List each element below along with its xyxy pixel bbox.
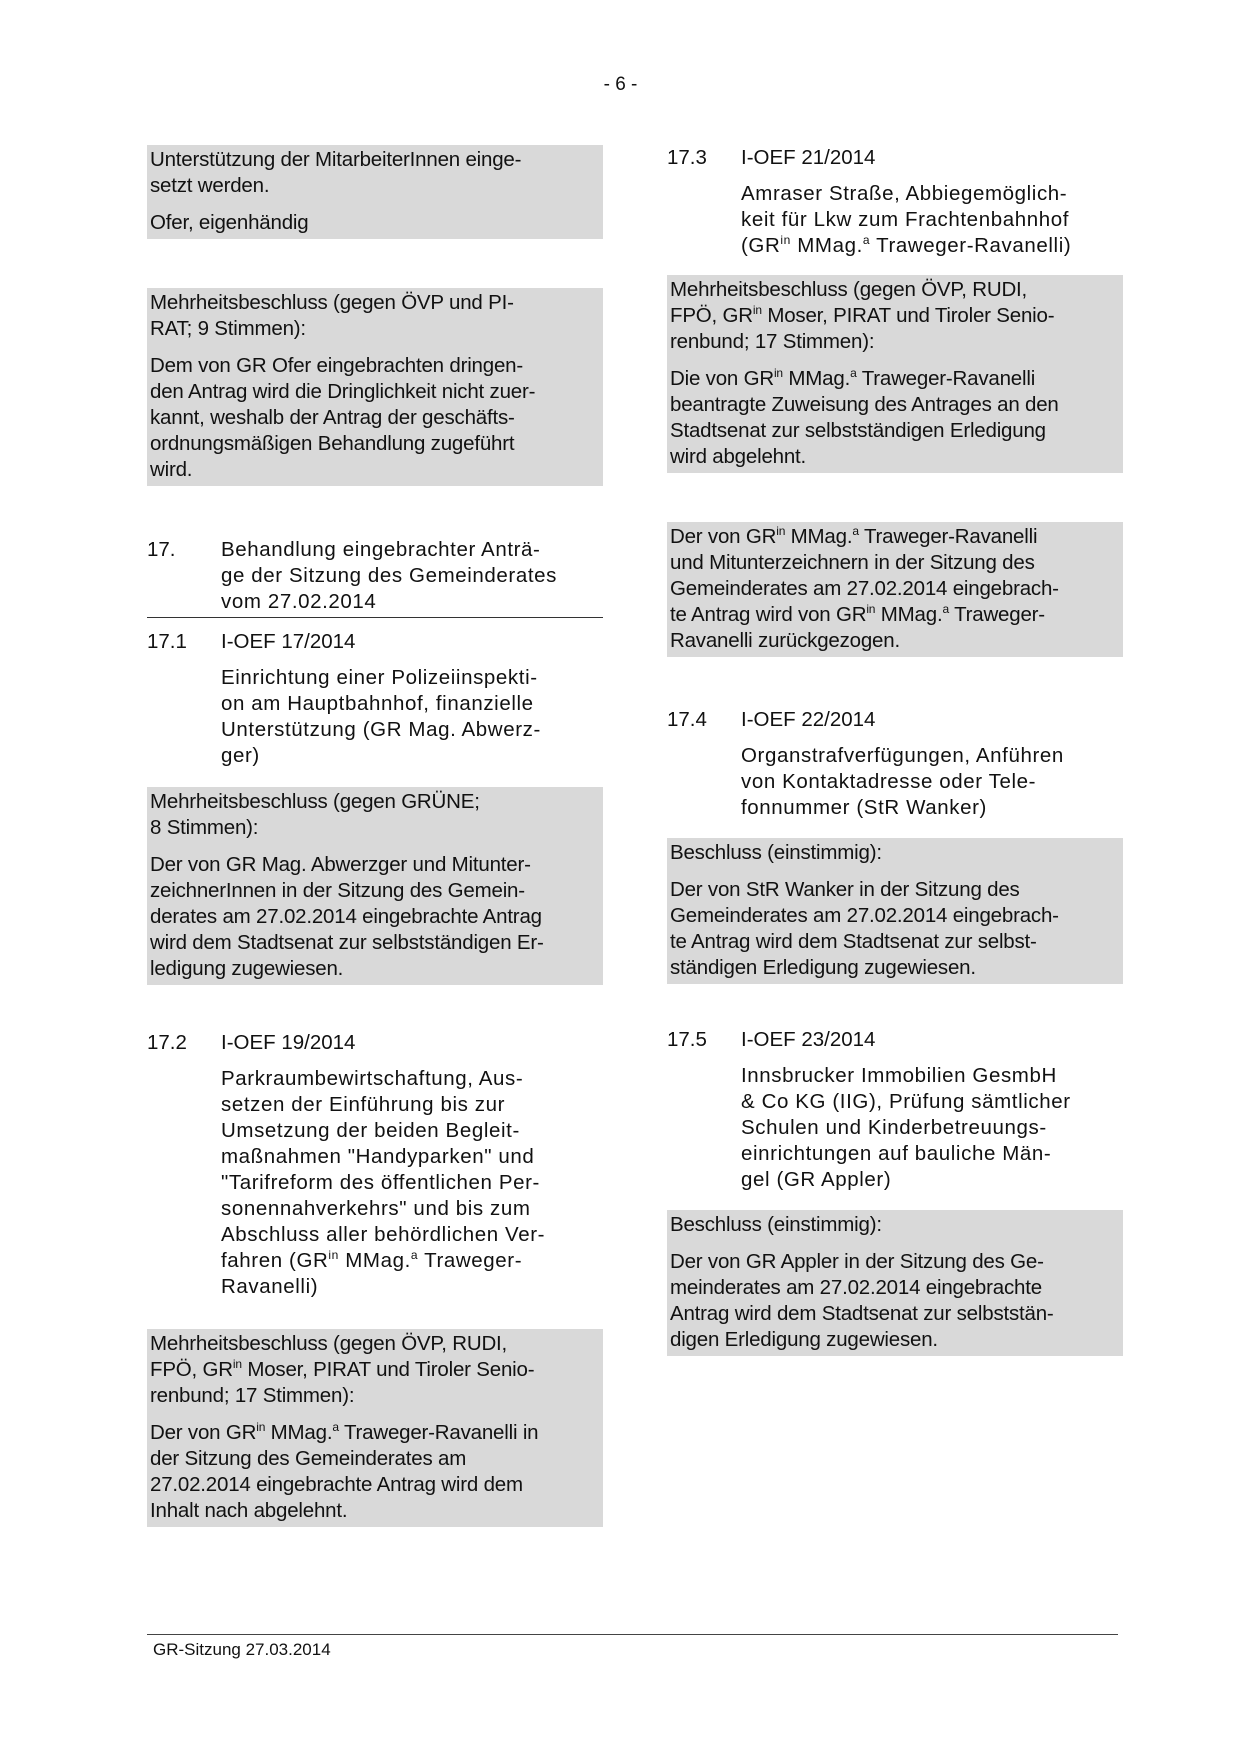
item-number: 17.2 bbox=[147, 1031, 187, 1054]
decision-text: Der von $GR^{in}$ MMag.$^a$ Traweger-Ravanelli in der Sitzung des Gemeinderates am 27.02.2014 eingebrachte Antrag wird dem Inhalt nach abgelehnt. bbox=[150, 1420, 539, 1522]
decision-text: Der von GR Mag. Abwerzger und Mitunter- zeichnerInnen in der Sitzung des Gemein- derates am 27.02.2014 eingebrachte Antrag wird dem Stadtsenat zur selbstständigen Er- ledigung zugewiesen. bbox=[150, 853, 544, 980]
vote-result: Mehrheitsbeschluss (gegen ÖVP und PI- RAT; 9 Stimmen): bbox=[150, 291, 514, 340]
item-17-5-heading bbox=[667, 1027, 1123, 1193]
item-17-2-heading bbox=[147, 1030, 603, 1300]
decision-text: Der von StR Wanker in der Sitzung des Gemeinderates am 27.02.2014 eingebrach- te Antrag wird dem Stadtsenat zur selbst- ständigen Erledigung zugewiesen. bbox=[670, 878, 1059, 979]
item-subject: Amraser Straße, Abbiegemöglich- keit für Lkw zum Frachtenbahnhof ($GR^{in}$ MMag.$^a$ Traweger-Ravanelli) bbox=[741, 182, 1072, 257]
decision-text: Die von $GR^{in}$ MMag.$^a$ Traweger-Ravanelli beantragte Zuweisung des Antrages an den Stadtsenat zur selbstständigen Erledigung wird abgelehnt. bbox=[670, 366, 1059, 468]
page-number: - 6 - bbox=[603, 74, 638, 95]
item-code: I-OEF 23/2014 bbox=[741, 1028, 876, 1051]
vote-result: Beschluss (einstimmig): bbox=[670, 841, 882, 864]
decision-text: Dem von GR Ofer eingebrachten dringen- den Antrag wird die Dringlichkeit nicht zuer- kannt, weshalb der Antrag der geschäfts- ordnungsmäßigen Behandlung zugeführt wird. bbox=[150, 354, 536, 481]
withdrawal-text: Der von $GR^{in}$ MMag.$^a$ Traweger-Ravanelli und Mitunterzeichnern in der Sitzung des Gemeinderates am 27.02.2014 eingebrach- te Antrag wird von $GR^{in}$ MMag.$^a$ Traweger- Ravanelli zurückgezogen. bbox=[670, 524, 1059, 652]
section-17-heading bbox=[147, 537, 603, 618]
item-code: I-OEF 21/2014 bbox=[741, 146, 876, 169]
section-number: 17. bbox=[147, 538, 176, 561]
item-17-4-decision bbox=[667, 838, 1123, 984]
item-subject: Einrichtung einer Polizeiinspekti- on am Hauptbahnhof, finanzielle Unterstützung (GR Mag. Abwerz- ger) bbox=[221, 666, 541, 767]
continuation-block bbox=[147, 145, 603, 239]
footer-divider bbox=[147, 1634, 1118, 1635]
vote-result: Mehrheitsbeschluss (gegen ÖVP, RUDI, FPÖ, $GR^{in}$ Moser, PIRAT und Tiroler Senio- renbund; 17 Stimmen): bbox=[670, 278, 1055, 353]
item-17-3-withdrawal bbox=[667, 522, 1123, 657]
item-number: 17.1 bbox=[147, 630, 187, 653]
item-subject: Organstrafverfügungen, Anführen von Kontaktadresse oder Tele- fonnummer (StR Wanker) bbox=[741, 744, 1064, 819]
footer-text: GR-Sitzung 27.03.2014 bbox=[153, 1640, 331, 1659]
urgency-decision-block bbox=[147, 288, 603, 486]
item-17-5-decision bbox=[667, 1210, 1123, 1356]
item-17-3-heading bbox=[667, 145, 1123, 259]
item-subject: Innsbrucker Immobilien GesmbH & Co KG (IIG), Prüfung sämtlicher Schulen und Kinderbetreuungs- einrichtungen auf bauliche Män- gel (GR Appler) bbox=[741, 1064, 1071, 1191]
section-title: Behandlung eingebrachter Anträ- ge der Sitzung des Gemeinderates vom 27.02.2014 bbox=[221, 538, 557, 613]
decision-text: Der von GR Appler in der Sitzung des Ge- meinderates am 27.02.2014 eingebrachte Antrag wird dem Stadtsenat zur selbststän- digen Erledigung zugewiesen. bbox=[670, 1250, 1054, 1351]
item-17-2-decision bbox=[147, 1329, 603, 1527]
item-code: I-OEF 19/2014 bbox=[221, 1031, 356, 1054]
item-number: 17.3 bbox=[667, 146, 707, 169]
item-code: I-OEF 17/2014 bbox=[221, 630, 356, 653]
vote-result: Beschluss (einstimmig): bbox=[670, 1213, 882, 1236]
item-17-4-heading bbox=[667, 707, 1123, 821]
vote-result: Mehrheitsbeschluss (gegen GRÜNE; 8 Stimmen): bbox=[150, 790, 480, 839]
item-code: I-OEF 22/2014 bbox=[741, 708, 876, 731]
item-17-3-decision bbox=[667, 275, 1123, 473]
vote-result: Mehrheitsbeschluss (gegen ÖVP, RUDI, FPÖ, $GR^{in}$ Moser, PIRAT und Tiroler Senio- renbund; 17 Stimmen): bbox=[150, 1332, 535, 1407]
item-number: 17.5 bbox=[667, 1028, 707, 1051]
item-17-1-decision bbox=[147, 787, 603, 985]
item-subject: Parkraumbewirtschaftung, Aus- setzen der Einführung bis zur Umsetzung der beiden Begleit- maßnahmen "Handyparken" und "Tarifreform des öffentlichen Per- sonennahverkehrs" und bis zum Abschluss aller behördlichen Ver- fahren ($GR^{in}$ MMag.$^a$ Traweger- Ravanelli) bbox=[221, 1067, 546, 1298]
item-number: 17.4 bbox=[667, 708, 707, 731]
signature: Ofer, eigenhändig bbox=[150, 211, 309, 234]
item-17-1-heading bbox=[147, 629, 603, 769]
continuation-text: Unterstützung der MitarbeiterInnen einge- setzt werden. bbox=[150, 148, 522, 197]
